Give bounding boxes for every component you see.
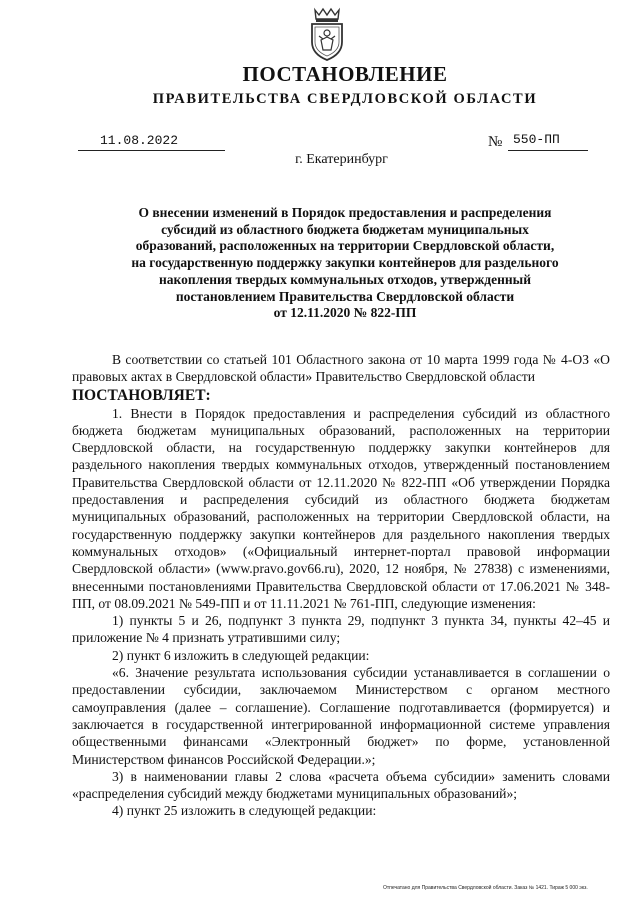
- decree-word: ПОСТАНОВЛЯЕТ:: [72, 386, 211, 404]
- heading-line: от 12.11.2020 № 822-ПП: [273, 305, 417, 321]
- subparagraph-3: 3) в наименовании главы 2 слова «расчета объема субсидии» заменить словами «распределения субсидий между бюджетами муниципальных образований»;: [72, 768, 610, 802]
- heading-line: постановлением Правительства Свердловской области: [175, 288, 515, 304]
- heading-line: О внесении изменений в Порядок предоставления и распределения: [138, 205, 552, 220]
- document-city: г. Екатеринбург: [295, 152, 388, 167]
- document-heading: [80, 205, 610, 322]
- document-body: [72, 351, 610, 820]
- subparagraph-1: 1) пункты 5 и 26, подпункт 3 пункта 29, подпункт 3 пункта 34, пункты 42–45 и приложение № 4 признать утратившими силу;: [72, 613, 610, 646]
- document-number: 550-ПП: [513, 132, 560, 147]
- number-underline: [508, 150, 588, 151]
- quoted-clause-6: «6. Значение результата использования субсидии устанавливается в соглашении о предоставлении субсидии, заключаемом Министерством с органом местного самоуправления (далее – соглашение). Соглашение подготавливается (формируется) и заключается в государственной интегрированной информационной системе управления общественными финансами «Электронный бюджет» по форме, установленной Министерством финансов Российской Федерации.»;: [72, 665, 610, 767]
- number-sign: №: [488, 134, 503, 150]
- coat-of-arms-icon: [305, 6, 349, 62]
- intro-paragraph: В соответствии со статьей 101 Областного закона от 10 марта 1999 года № 4-ОЗ «О правовых актах в Свердловской области» Правительство Свердловской области: [72, 352, 610, 385]
- document-date: 11.08.2022: [100, 133, 179, 148]
- heading-line: накопления твердых коммунальных отходов, утвержденный: [159, 271, 531, 287]
- subparagraph-4: 4) пункт 25 изложить в следующей редакции:: [112, 803, 377, 819]
- subparagraph-2: 2) пункт 6 изложить в следующей редакции:: [112, 647, 370, 663]
- paragraph-1: 1. Внести в Порядок предоставления и распределения субсидий из областного бюджета бюджетам муниципальных образований, расположенных на территории Свердловской области, на государственную поддержку закупки контейнеров для раздельного накопления твердых коммунальных отходов, утвержденный постановлением Правительства Свердловской области от 12.11.2020 № 822-ПП «Об утверждении Порядка предоставления и распределения субсидий из областного бюджета бюджетам муниципальных образований, расположенных на территории Свердловской области, на государственную поддержку закупки контейнеров для раздельного накопления твердых коммунальных отходов» («Официальный интернет-портал правовой информации Свердловской области» (www.pravo.gov66.ru), 2020, 12 ноября, № 27838) с изменениями, внесенными постановлениями Правительства Свердловской области от 17.06.2021 № 348-ПП, от 08.09.2021 № 549-ПП и от 11.11.2021 № 761-ПП, следующие изменения:: [72, 405, 610, 611]
- heading-line: образований, расположенных на территории Свердловской области,: [135, 238, 555, 254]
- document-title: ПОСТАНОВЛЕНИЕ: [242, 62, 448, 86]
- date-underline: [78, 150, 225, 151]
- heading-line: субсидий из областного бюджета бюджетам муниципальных: [161, 221, 529, 237]
- heading-line: на государственную поддержку закупки контейнеров для раздельного: [131, 255, 559, 271]
- document-subtitle: ПРАВИТЕЛЬСТВА СВЕРДЛОВСКОЙ ОБЛАСТИ: [152, 91, 538, 107]
- print-note: Отпечатано для Правительства Свердловской области. Заказ № 1421. Тираж 5 000 экз.: [383, 885, 588, 891]
